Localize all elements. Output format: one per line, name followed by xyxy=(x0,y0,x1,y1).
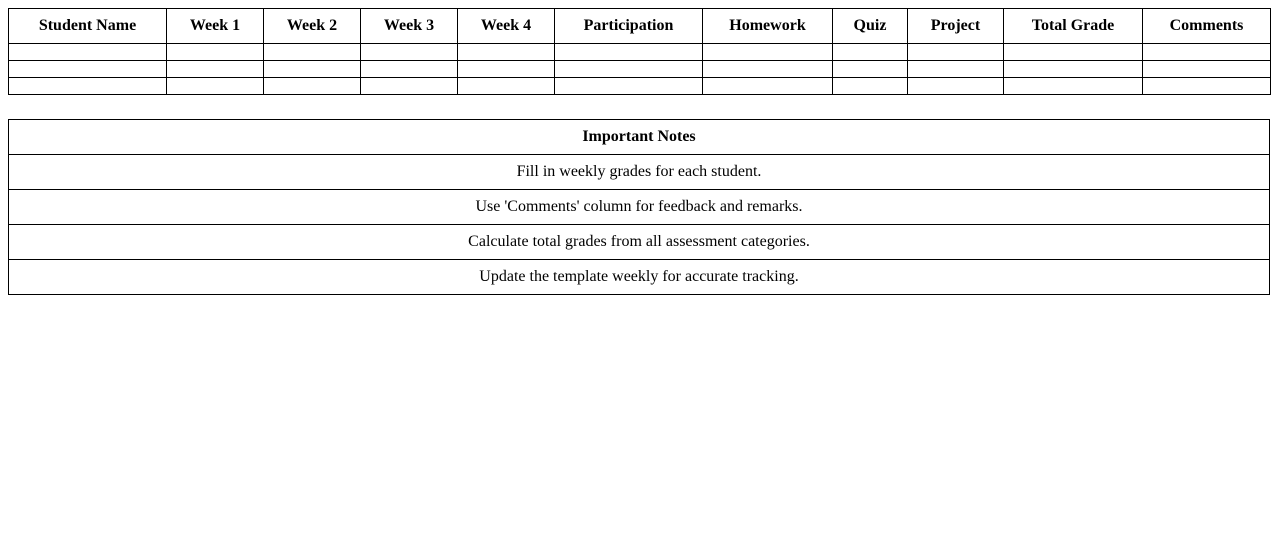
note-text: Update the template weekly for accurate tracking. xyxy=(9,260,1270,295)
column-header-homework: Homework xyxy=(703,9,833,44)
column-header-quiz: Quiz xyxy=(833,9,908,44)
column-header-week-4: Week 4 xyxy=(458,9,555,44)
table-cell[interactable] xyxy=(1004,44,1143,61)
table-cell[interactable] xyxy=(703,78,833,95)
table-cell[interactable] xyxy=(833,61,908,78)
table-cell[interactable] xyxy=(167,78,264,95)
column-header-project: Project xyxy=(908,9,1004,44)
table-cell[interactable] xyxy=(167,44,264,61)
notes-title: Important Notes xyxy=(9,120,1270,155)
table-cell[interactable] xyxy=(703,61,833,78)
grade-table xyxy=(8,8,1271,95)
notes-header-row xyxy=(9,120,1270,155)
table-cell[interactable] xyxy=(9,78,167,95)
table-cell[interactable] xyxy=(361,78,458,95)
table-cell[interactable] xyxy=(1143,61,1271,78)
table-row xyxy=(9,78,1271,95)
table-cell[interactable] xyxy=(908,61,1004,78)
table-cell[interactable] xyxy=(361,44,458,61)
column-header-student-name: Student Name xyxy=(9,9,167,44)
table-cell[interactable] xyxy=(167,61,264,78)
list-item xyxy=(9,190,1270,225)
table-cell[interactable] xyxy=(1004,78,1143,95)
table-cell[interactable] xyxy=(908,78,1004,95)
grade-table-header-row xyxy=(9,9,1271,44)
table-cell[interactable] xyxy=(833,78,908,95)
table-cell[interactable] xyxy=(1143,78,1271,95)
table-cell[interactable] xyxy=(9,61,167,78)
table-cell[interactable] xyxy=(833,44,908,61)
table-cell[interactable] xyxy=(458,44,555,61)
column-header-week-2: Week 2 xyxy=(264,9,361,44)
list-item xyxy=(9,225,1270,260)
table-cell[interactable] xyxy=(361,61,458,78)
table-cell[interactable] xyxy=(1004,61,1143,78)
table-cell[interactable] xyxy=(555,78,703,95)
table-cell[interactable] xyxy=(458,78,555,95)
table-cell[interactable] xyxy=(458,61,555,78)
table-cell[interactable] xyxy=(703,44,833,61)
note-text: Calculate total grades from all assessment categories. xyxy=(9,225,1270,260)
note-text: Use 'Comments' column for feedback and remarks. xyxy=(9,190,1270,225)
table-cell[interactable] xyxy=(9,44,167,61)
column-header-comments: Comments xyxy=(1143,9,1271,44)
table-row xyxy=(9,61,1271,78)
column-header-week-3: Week 3 xyxy=(361,9,458,44)
list-item xyxy=(9,155,1270,190)
notes-table xyxy=(8,119,1270,295)
note-text: Fill in weekly grades for each student. xyxy=(9,155,1270,190)
column-header-total-grade: Total Grade xyxy=(1004,9,1143,44)
table-cell[interactable] xyxy=(264,78,361,95)
table-cell[interactable] xyxy=(555,61,703,78)
list-item xyxy=(9,260,1270,295)
table-cell[interactable] xyxy=(908,44,1004,61)
table-cell[interactable] xyxy=(264,44,361,61)
table-row xyxy=(9,44,1271,61)
table-cell[interactable] xyxy=(264,61,361,78)
column-header-participation: Participation xyxy=(555,9,703,44)
column-header-week-1: Week 1 xyxy=(167,9,264,44)
table-cell[interactable] xyxy=(1143,44,1271,61)
table-cell[interactable] xyxy=(555,44,703,61)
